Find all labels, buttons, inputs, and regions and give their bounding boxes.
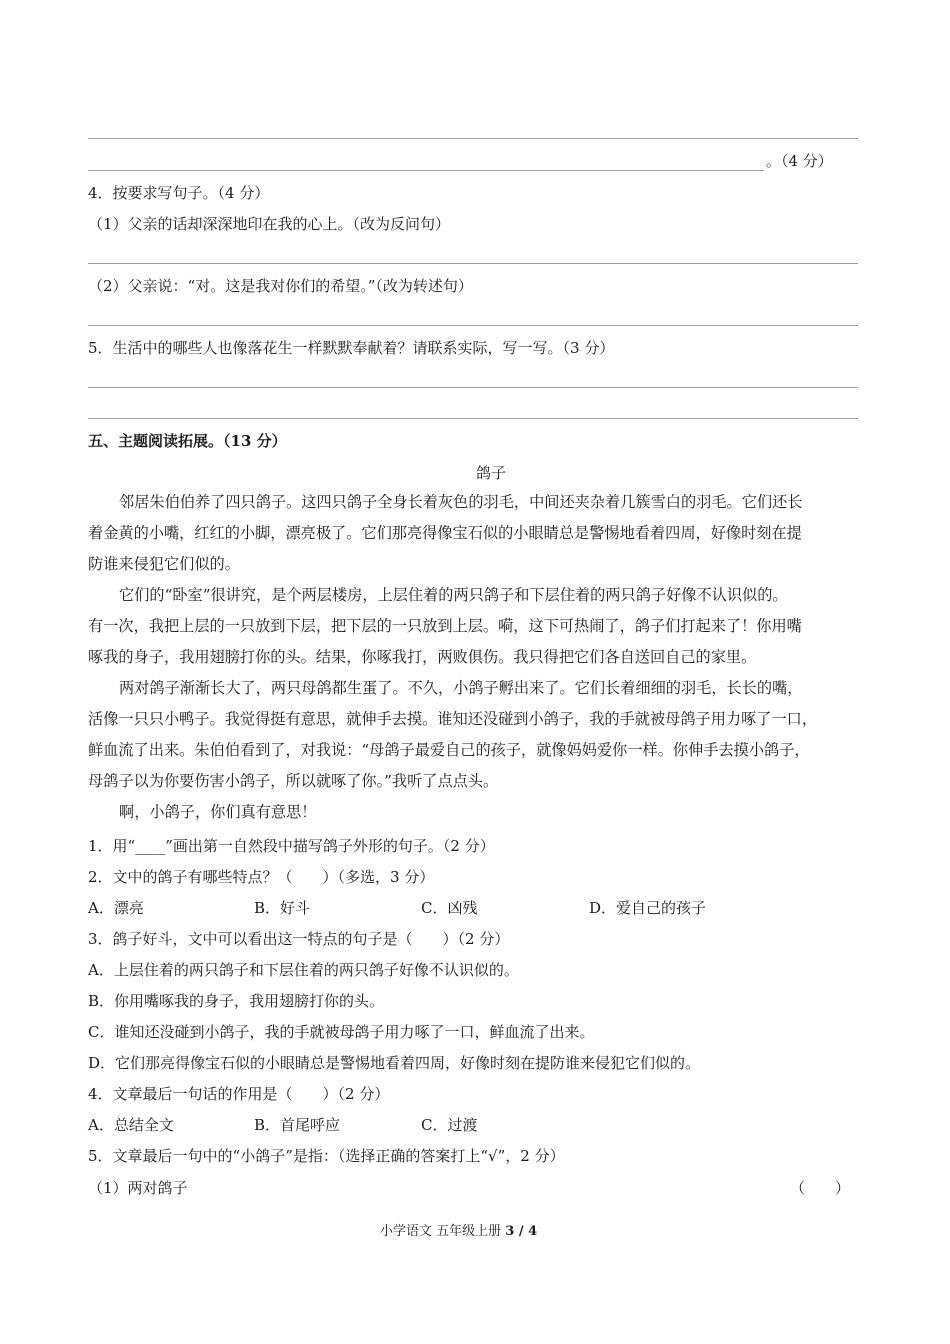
question-4-sub-2: （2）父亲说：“对。这是我对你们的希望。”（改为转述句） <box>88 277 473 295</box>
option-a[interactable]: A．上层住着的两只鸽子和下层住着的两只鸽子好像不认识似的。 <box>88 961 519 979</box>
story-title: 鸽子 <box>476 464 507 482</box>
reading-question-3: 3．鸽子好斗，文中可以看出这一特点的句子是（ ）（2 分） <box>88 930 510 948</box>
story-line: 啊，小鸽子，你们真有意思！ <box>119 803 317 821</box>
answer-line[interactable] <box>88 170 764 171</box>
reading-question-4: 4．文章最后一句话的作用是（ ）（2 分） <box>88 1085 390 1103</box>
option-d[interactable]: D．爱自己的孩子 <box>589 899 707 917</box>
answer-line[interactable] <box>88 138 858 139</box>
option-b[interactable]: B．首尾呼应 <box>254 1116 341 1134</box>
answer-line[interactable] <box>88 325 858 326</box>
footer-subject: 小学语文 五年级上册 <box>380 1224 502 1239</box>
option-c[interactable]: C．过渡 <box>421 1116 478 1134</box>
points-label: 。（4 分） <box>766 152 833 170</box>
story-line: 防谁来侵犯它们似的。 <box>88 555 240 573</box>
question-4-title: 4．按要求写句子。（4 分） <box>88 184 270 202</box>
page-footer <box>380 1222 537 1242</box>
story-body <box>88 487 864 828</box>
question-5-title: 5．生活中的哪些人也像落花生一样默默奉献着？请联系实际，写一写。（3 分） <box>88 339 615 357</box>
story-line: 邻居朱伯伯养了四只鸽子。这四只鸽子全身长着灰色的羽毛，中间还夹杂着几簇雪白的羽毛。它们还长 <box>119 493 803 511</box>
story-line: 有一次，我把上层的一只放到下层，把下层的一只放到上层。嗬，这下可热闹了，鸽子们打起来了！你用嘴 <box>88 617 802 635</box>
answer-line[interactable] <box>88 263 858 264</box>
option-c[interactable]: C．凶残 <box>421 899 478 917</box>
reading-question-1: 1．用“____”画出第一自然段中描写鸽子外形的句子。（2 分） <box>88 837 495 855</box>
story-line: 鲜血流了出来。朱伯伯看到了，对我说：“母鸽子最爱自己的孩子，就像妈妈爱你一样。你伸手去摸小鸽子， <box>88 741 810 759</box>
option-d[interactable]: D．它们那亮得像宝石似的小眼睛总是警惕地看着四周，好像时刻在提防谁来侵犯它们似的。 <box>88 1054 701 1072</box>
reading-question-5: 5．文章最后一句中的“小鸽子”是指：（选择正确的答案打上“√”，2 分） <box>88 1147 565 1165</box>
option-b[interactable]: B．好斗 <box>254 899 311 917</box>
answer-line[interactable] <box>88 387 858 388</box>
story-line: 两对鸽子渐渐长大了，两只母鸽都生蛋了。不久，小鸽子孵出来了。它们长着细细的羽毛，长长的嘴， <box>119 679 803 697</box>
option-a[interactable]: A．漂亮 <box>88 899 144 917</box>
option-b[interactable]: B．你用嘴啄我的身子，我用翅膀打你的头。 <box>88 992 385 1010</box>
section-heading: 五、主题阅读拓展。（13 分） <box>88 432 287 450</box>
story-line: 啄我的身子，我用翅膀打你的头。结果，你啄我打，两败俱伤。我只得把它们各自送回自己的家里。 <box>88 648 757 666</box>
page-number: 3 / 4 <box>505 1224 538 1239</box>
answer-blank[interactable]: （ ） <box>790 1179 851 1197</box>
story-line: 母鸽子以为你要伤害小鸽子，所以就啄了你。”我听了点点头。 <box>88 772 499 790</box>
option-c[interactable]: C．谁知还没碰到小鸽子，我的手就被母鸽子用力啄了一口，鲜血流了出来。 <box>88 1023 595 1041</box>
story-line: 活像一只只小鸭子。我觉得挺有意思，就伸手去摸。谁知还没碰到小鸽子，我的手就被母鸽子用力啄了一口， <box>88 710 817 728</box>
question-4-sub-1: （1）父亲的话却深深地印在我的心上。（改为反问句） <box>88 215 451 233</box>
story-line: 着金黄的小嘴，红红的小脚，漂亮极了。它们那亮得像宝石似的小眼睛总是警惕地看着四周，好像时刻在提 <box>88 524 802 542</box>
reading-question-2: 2．文中的鸽子有哪些特点？（ ）（多选，3 分） <box>88 868 435 886</box>
story-line: 它们的“卧室”很讲究，是个两层楼房，上层住着的两只鸽子和下层住着的两只鸽子好像不认识似的。 <box>119 586 788 604</box>
answer-line[interactable] <box>88 418 858 419</box>
option-a[interactable]: A．总结全文 <box>88 1116 174 1134</box>
q5-item-1: （1）两对鸽子 <box>88 1179 188 1197</box>
